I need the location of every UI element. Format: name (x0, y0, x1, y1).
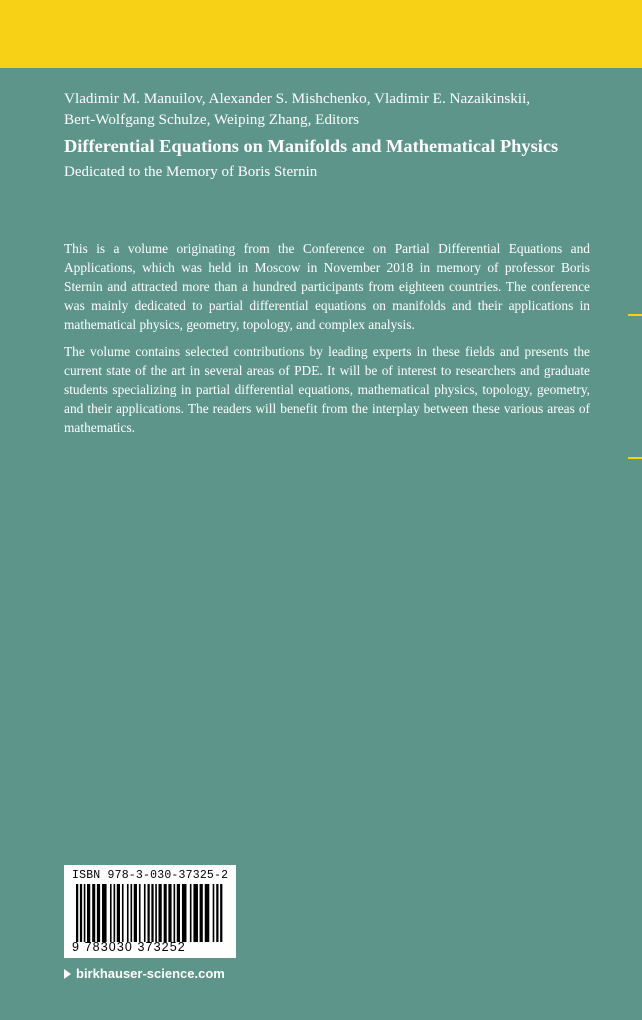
barcode-bar (87, 884, 90, 942)
barcode-bar (168, 884, 171, 942)
triangle-right-icon (64, 969, 71, 979)
barcode-bar (182, 884, 187, 942)
book-title: Differential Equations on Manifolds and Mathematical Physics (64, 136, 559, 156)
barcode-bars (72, 884, 228, 942)
barcode-bar (122, 884, 124, 942)
barcode-bar (151, 884, 153, 942)
barcode-bar (114, 884, 116, 942)
barcode-bar (76, 884, 78, 942)
barcode-bar (80, 884, 82, 942)
publisher-website[interactable] (64, 966, 225, 982)
website-link[interactable]: birkhauser-science.com (76, 966, 225, 981)
barcode-bar (147, 884, 149, 942)
cover-header (64, 88, 590, 183)
barcode-bar (213, 884, 215, 942)
barcode-bar (193, 884, 198, 942)
barcode-bar (164, 884, 167, 942)
editors-line-1: Vladimir M. Manuilov, Alexander S. Mishchenko, Vladimir E. Nazaikinskii, (64, 90, 531, 107)
editors-list (64, 88, 590, 130)
barcode-bar (200, 884, 203, 942)
isbn-label: ISBN 978-3-030-37325-2 (72, 869, 229, 882)
editors-line-2: Bert-Wolfgang Schulze, Weiping Zhang, Editors (64, 111, 360, 128)
barcode-bar (131, 884, 133, 942)
barcode-bar (84, 884, 86, 942)
barcode-bar (97, 884, 100, 942)
barcode-bar (155, 884, 157, 942)
book-description (64, 239, 590, 445)
barcode-bar (110, 884, 112, 942)
description-paragraph-1: This is a volume originating from the Conference on Partial Differential Equations and Applications, which was held in Moscow in November 2018 in memory of professor Boris Sternin and attracted more than a hundred participants from eighteen countries. The conference was mainly dedicated to partial differential equations on manifolds and their applications in mathematical physics, geometry, topology, and complex analysis. (64, 241, 590, 332)
spine-edge-mark-lower (628, 457, 642, 459)
barcode-bar (177, 884, 180, 942)
description-paragraph-2: The volume contains selected contributions by leading experts in these fields and presents the current state of the art in several areas of PDE. It will be of interest to researchers and graduate students specializing in partial differential equations, mathematical physics, topology, geometry, and their applications. The readers will benefit from the interplay between these various areas of mathematics. (64, 344, 590, 435)
barcode-bar (102, 884, 107, 942)
barcode-bar (117, 884, 120, 942)
barcode-bar (92, 884, 95, 942)
barcode-bar (144, 884, 146, 942)
barcode-bar (127, 884, 129, 942)
spine-edge-mark-upper (628, 314, 642, 316)
barcode-digits: 9 783030 373252 (72, 940, 186, 954)
book-subtitle: Dedicated to the Memory of Boris Sternin (64, 164, 318, 180)
barcode-bar (174, 884, 176, 942)
barcode-bar (205, 884, 210, 942)
barcode-bar (139, 884, 141, 942)
barcode-bar (190, 884, 192, 942)
isbn-barcode (64, 865, 236, 958)
top-color-band (0, 0, 642, 68)
barcode-bar (216, 884, 218, 942)
barcode-bar (220, 884, 222, 942)
barcode-bar (158, 884, 161, 942)
barcode-bar (134, 884, 137, 942)
